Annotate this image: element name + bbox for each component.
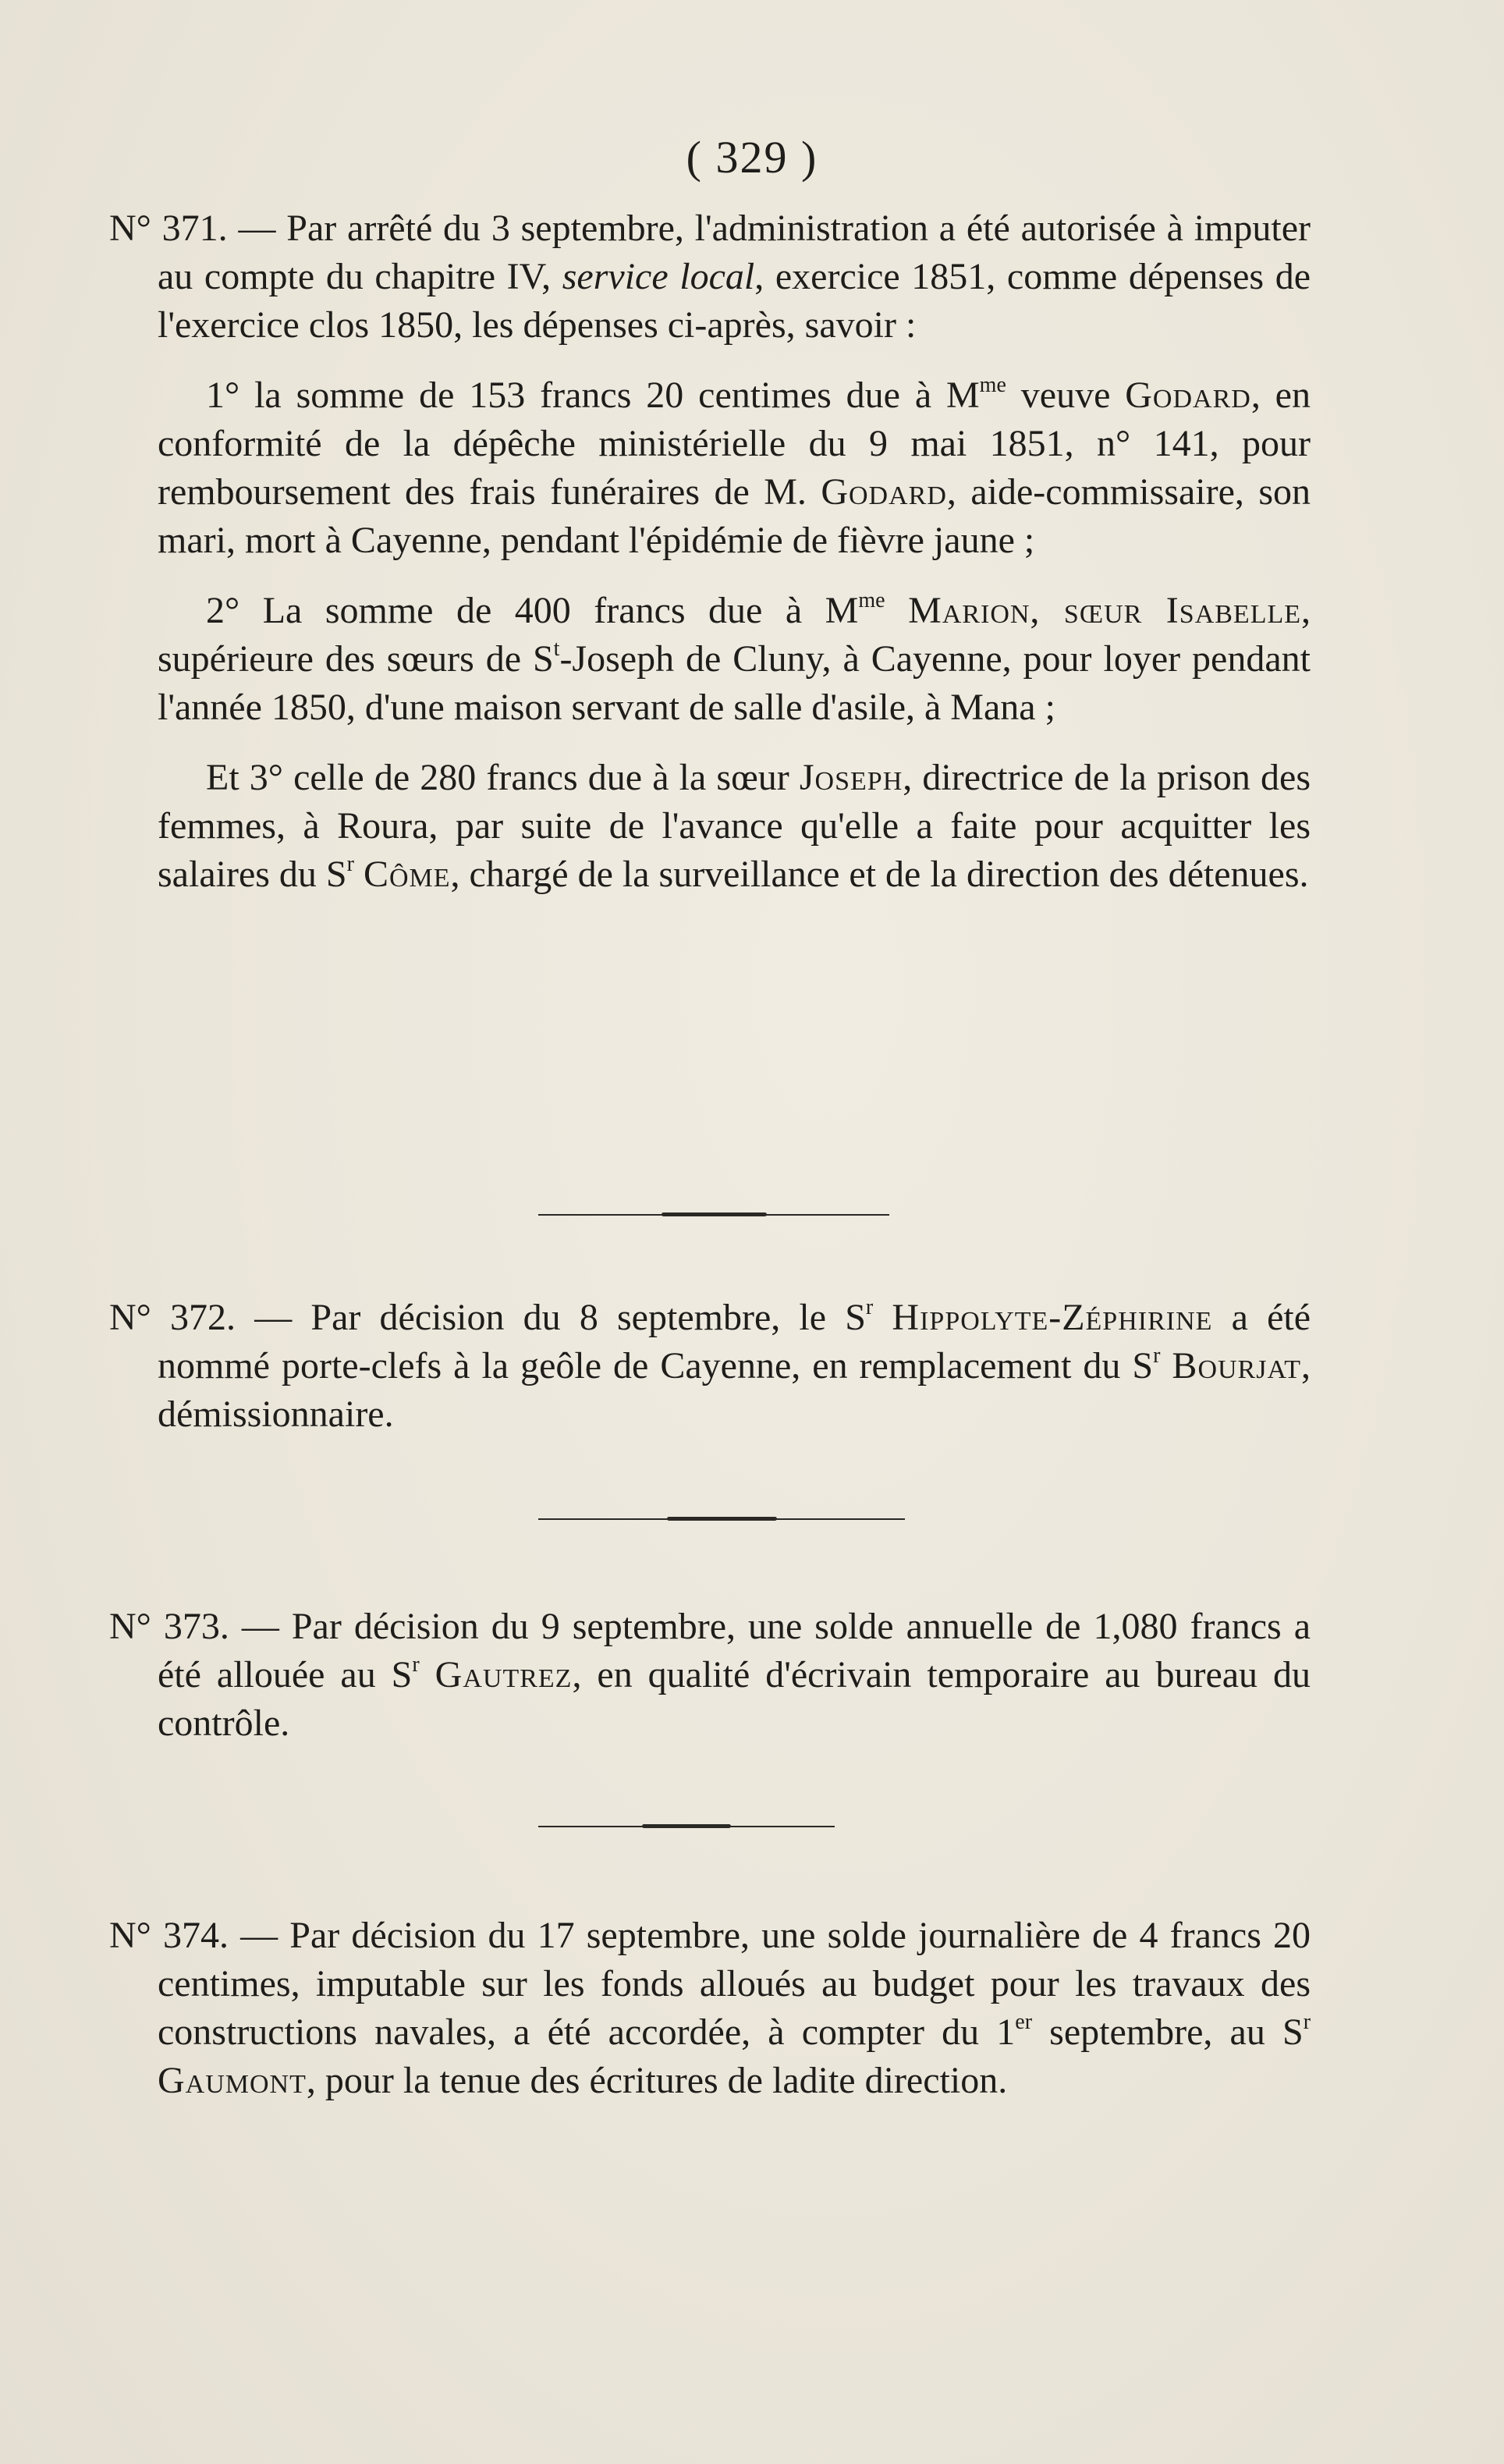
person-name: Marion, sœur Isabelle	[908, 590, 1302, 631]
entry-372-text: N° 372. — Par décision du 8 septembre, le $S^r$ Hippolyte-Zéphirine a été nommé porte-clefs à la geôle de Cayenne, en remplacement du $S^r$ Bourjat, démissionnaire.	[109, 1295, 1311, 1435]
entry-371-item-1: 1° la somme de 153 francs 20 centimes due à $M^{me}$ veuve Godard, en conformité de la dépêche ministérielle du 9 mai 1851, n° 141, pour remboursement des frais funéraires de M. Godard, aide-commissaire, son mari, mort à Cayenne, pendant l'épidémie de fièvre jaune ;	[158, 373, 1311, 561]
entry-374-text: N° 374. — Par décision du 17 septembre, une solde journalière de 4 francs 20 centimes, imputable sur les fonds alloués au budget pour les travaux des constructions navales, a été accordée, à compter du 1er septembre, au $S^r$ Gaumont, pour la tenue des écritures de ladite direction.	[109, 1915, 1311, 2101]
entry-371-item-2: 2° La somme de 400 francs due à $M^{me}$ Marion, sœur Isabelle, supérieure des sœurs de $S^t$-Joseph de Cluny, à Cayenne, pour loyer pendant l'année 1850, d'une maison servant de salle d'asile, à Mana ;	[158, 588, 1311, 728]
entry-372	[109, 1294, 1311, 1439]
section-divider	[538, 1826, 835, 1827]
person-name: Joseph	[799, 757, 903, 798]
person-name: Godard	[821, 471, 947, 513]
entry-373	[109, 1603, 1311, 1748]
person-name: Bourjat	[1172, 1345, 1302, 1386]
page-number: ( 329 )	[686, 132, 818, 183]
person-name: Gautrez	[435, 1654, 573, 1695]
entry-number: N° 374.	[109, 1915, 229, 1956]
entry-number: N° 373.	[109, 1606, 229, 1647]
person-name: Côme	[363, 854, 451, 895]
section-divider	[538, 1214, 889, 1216]
entry-371-intro: N° 371. — Par arrêté du 3 septembre, l'administration a été autorisée à imputer au compte du chapitre IV, service local, exercice 1851, comme dépenses de l'exercice clos 1850, les dépenses ci-après, savoir :	[109, 208, 1311, 346]
section-divider	[538, 1518, 905, 1520]
entry-number: N° 371.	[109, 208, 228, 249]
person-name: Hippolyte-Zéphirine	[892, 1297, 1213, 1338]
entry-371-item-3: Et 3° celle de 280 francs due à la sœur Joseph, directrice de la prison des femmes, à Roura, par suite de l'avance qu'elle a faite pour acquitter les salaires du $S^r$ Côme, chargé de la surveillance et de la direction des détenues.	[158, 757, 1311, 895]
entry-374	[109, 1912, 1311, 2105]
entry-371	[109, 204, 1311, 899]
person-name: Godard	[1125, 375, 1251, 416]
entry-number: N° 372.	[109, 1297, 236, 1338]
person-name: Gaumont	[158, 2060, 307, 2101]
entry-373-text: N° 373. — Par décision du 9 septembre, une solde annuelle de 1,080 francs a été allouée au $S^r$ Gautrez, en qualité d'écrivain temporaire au bureau du contrôle.	[109, 1606, 1311, 1744]
